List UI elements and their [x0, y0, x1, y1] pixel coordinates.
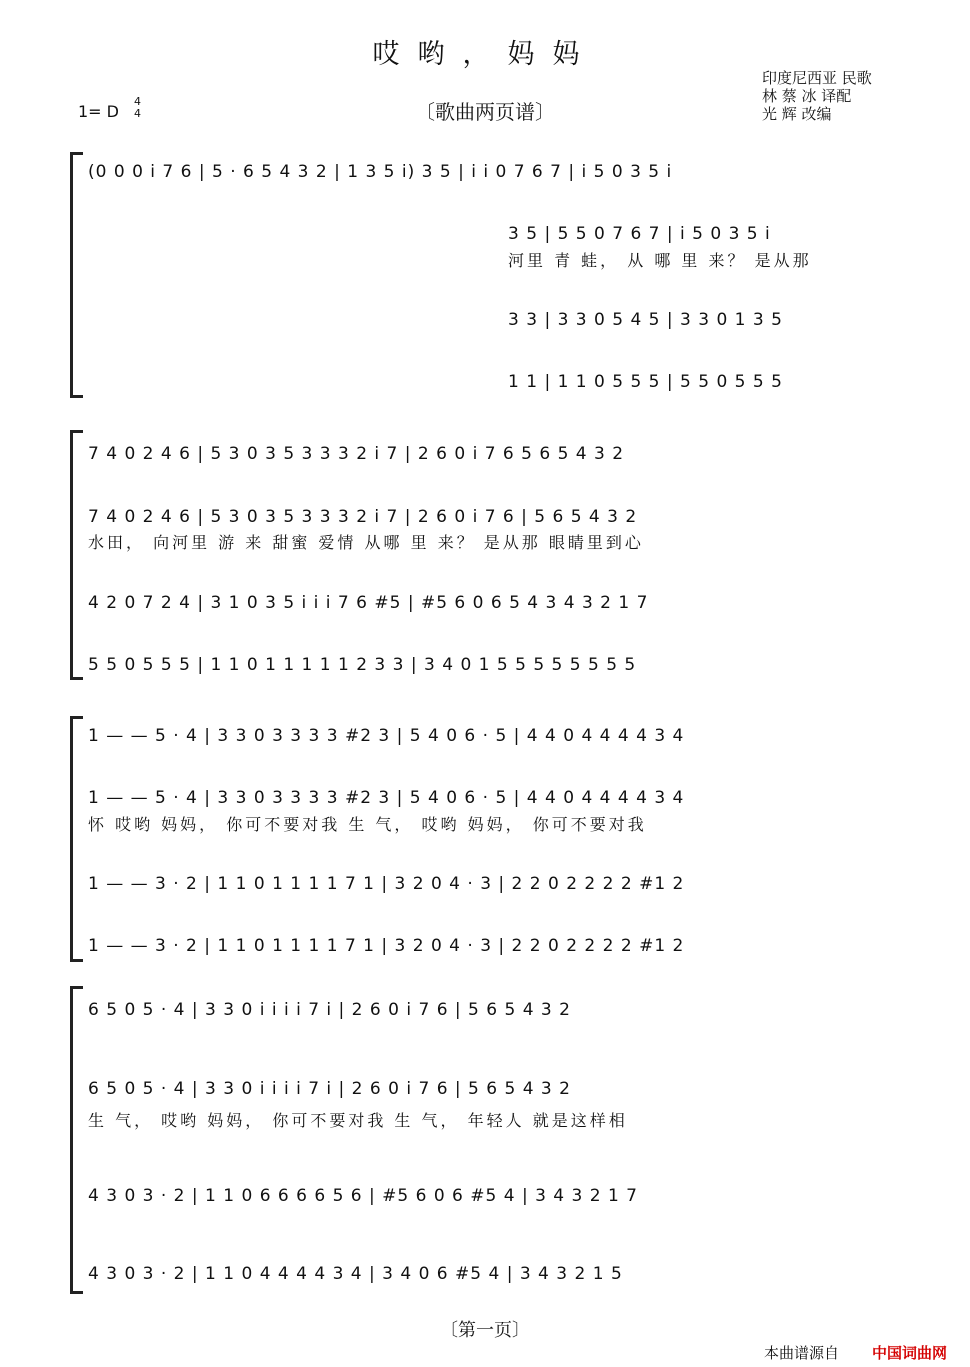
voice-line: 1 — — 3 · 2 | 1 1 0 1 1 1 1 7 1 | 3 2 0 4 · 3 | 2 2 0 2 2 2 2 #1 2 — [88, 874, 685, 894]
voice-line: 3 3 | 3 3 0 5 4 5 | 3 3 0 1 3 5 — [508, 310, 783, 330]
credit-arranger: 光 辉 改编 — [762, 105, 832, 123]
credit-origin: 印度尼西亚 民歌 — [762, 69, 872, 87]
time-signature-top: 4 — [134, 95, 141, 108]
voice-line: 4 3 0 3 · 2 | 1 1 0 4 4 4 4 3 4 | 3 4 0 6 #5 4 | 3 4 3 2 1 5 — [88, 1264, 623, 1284]
voice-line: 7 4 0 2 4 6 | 5 3 0 3 5 3 3 3 2 i 7 | 2 6 0 i 7 6 5 6 5 4 3 2 — [88, 444, 625, 464]
time-signature-bottom: 4 — [134, 107, 141, 120]
voice-line: 5 5 0 5 5 5 | 1 1 0 1 1 1 1 1 2 3 3 | 3 4 0 1 5 5 5 5 5 5 5 5 — [88, 655, 637, 675]
voice-line: 1 — — 3 · 2 | 1 1 0 1 1 1 1 7 1 | 3 2 0 4 · 3 | 2 2 0 2 2 2 2 #1 2 — [88, 936, 685, 956]
score-system — [70, 430, 915, 680]
voice-line: 1 1 | 1 1 0 5 5 5 | 5 5 0 5 5 5 — [508, 372, 783, 392]
site-logo-text: 中国词曲网 — [872, 1344, 948, 1362]
system-bracket — [70, 430, 83, 680]
subtitle: 〔歌曲两页谱〕 — [415, 100, 555, 124]
voice-line: (0 0 0 i 7 6 | 5 · 6 5 4 3 2 | 1 3 5 i) 3 5 | i i 0 7 6 7 | i 5 0 3 5 i — [88, 162, 673, 182]
voice-line: 1 — — 5 · 4 | 3 3 0 3 3 3 3 #2 3 | 5 4 0 6 · 5 | 4 4 0 4 4 4 4 3 4 — [88, 788, 685, 808]
key-signature: 1= D — [78, 102, 119, 121]
song-title: 哎哟，妈妈 — [372, 39, 598, 70]
time-signature — [134, 96, 141, 120]
credit-translator: 林 蔡 冰 译配 — [762, 87, 852, 105]
lyric-line: 生 气， 哎哟 妈妈， 你可不要对我 生 气， 年轻人 就是这样相 — [88, 1111, 628, 1130]
score-system — [70, 716, 915, 962]
voice-line: 1 — — 5 · 4 | 3 3 0 3 3 3 3 #2 3 | 5 4 0 6 · 5 | 4 4 0 4 4 4 4 3 4 — [88, 726, 685, 746]
source-label: 本曲谱源自 — [764, 1344, 840, 1362]
lyric-line: 河里 青 蛙， 从 哪 里 来？ 是从那 — [508, 251, 812, 270]
voice-line: 4 3 0 3 · 2 | 1 1 0 6 6 6 6 5 6 | #5 6 0 6 #5 4 | 3 4 3 2 1 7 — [88, 1186, 638, 1206]
system-bracket — [70, 152, 83, 398]
voice-line: 7 4 0 2 4 6 | 5 3 0 3 5 3 3 3 2 i 7 | 2 6 0 i 7 6 | 5 6 5 4 3 2 — [88, 507, 638, 527]
lyric-line: 怀 哎哟 妈妈， 你可不要对我 生 气， 哎哟 妈妈， 你可不要对我 — [88, 815, 647, 834]
system-bracket — [70, 716, 83, 962]
voice-line: 4 2 0 7 2 4 | 3 1 0 3 5 i i i 7 6 #5 | #5 6 0 6 5 4 3 4 3 2 1 7 — [88, 593, 649, 613]
system-bracket — [70, 986, 83, 1294]
score-system — [70, 986, 915, 1294]
lyric-line: 水田， 向河里 游 来 甜蜜 爱情 从哪 里 来？ 是从那 眼睛里到心 — [88, 533, 644, 552]
score-system — [70, 152, 915, 398]
voice-line: 3 5 | 5 5 0 7 6 7 | i 5 0 3 5 i — [508, 224, 771, 244]
voice-line: 6 5 0 5 · 4 | 3 3 0 i i i i 7 i | 2 6 0 i 7 6 | 5 6 5 4 3 2 — [88, 1079, 571, 1099]
page-number: 〔第一页〕 — [440, 1320, 530, 1341]
voice-line: 6 5 0 5 · 4 | 3 3 0 i i i i 7 i | 2 6 0 i 7 6 | 5 6 5 4 3 2 — [88, 1000, 571, 1020]
